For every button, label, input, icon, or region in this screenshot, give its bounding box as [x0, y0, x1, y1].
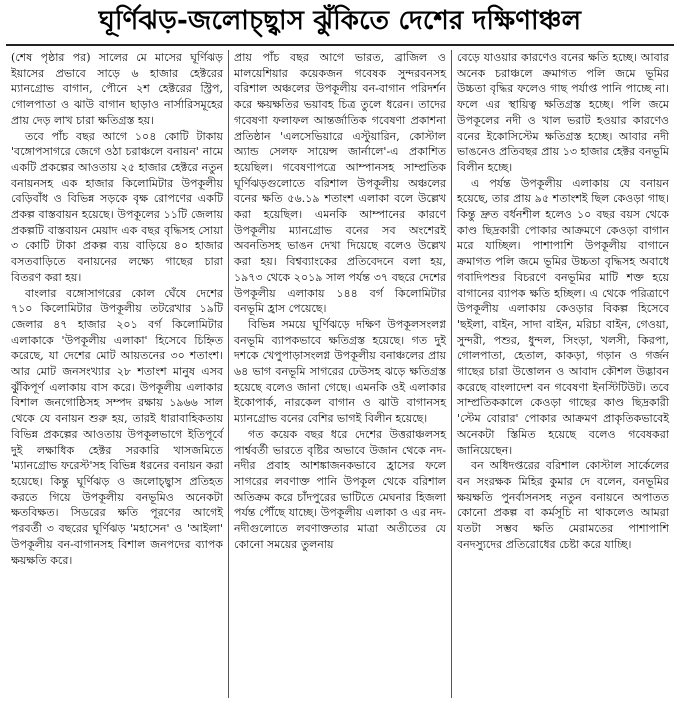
paragraph: বেড়ে যাওয়ার কারণেও বনের ক্ষতি হচ্ছে। আবার অনেক চরাঞ্চলে ক্রমাগত পলি জমে ভূমির উচ্চতা বৃদ্ধির ফলেও গাছ পর্যাপ্ত পানি পাচ্ছে না। ফলে এর স্থায়িত্ব ক্ষতিগ্রস্ত হচ্ছে। পলি জমে উপকূলের নদী ও খাল ভরাট হওয়ার কারণেও বনের ইকোসিস্টেম ক্ষতিগ্রস্ত হচ্ছে। আবার নদী ভাঙনেও প্রতিবছর প্রায় ১৩ হাজার হেক্টর বনভূমি বিলীন হচ্ছে। — [457, 51, 669, 174]
paragraph: (শেষ পৃষ্ঠার পর) সালের মে মাসের ঘূর্ণিঝড় ইয়াসের প্রভাবে সাড়ে ৬ হাজার হেক্টরের ম্যানগ্রোভ বাগান, পৌনে ২শ হেক্টরের স্ট্রিপ, গোলপাতা ও ঝাউ বাগান ছাড়াও নার্সারিসমূহের প্রায় দেড় লাখ চারা ক্ষতিগ্রস্ত হয়। — [11, 51, 223, 127]
paragraph: বিভিন্ন সময়ে ঘূর্ণিঝড়ে দক্ষিণ উপকূলসংলগ্ন বনভূমি ব্যাপকভাবে ক্ষতিগ্রস্ত হয়েছে। গত দুই দশকে খেপুপাড়াসংলগ্ন উপকূলীয় বনাঞ্চলের প্রায় ৬৪ ভাগ বনভূমি সাগরের ঢেউসহ ঝড়ে ক্ষতিগ্রস্ত হয়েছে বলেও জানা গেছে। এমনকি ওই এলাকার ইকোপার্ক, নারকেল বাগান ও ঝাউ বাগানসহ ম্যানগ্রোভ বনের বেশির ভাগই বিলীন হয়েছে। — [234, 317, 446, 426]
headline-divider — [6, 44, 674, 46]
paragraph: তবে পাঁচ বছর আগে ১০৪ কোটি টাকায় 'বঙ্গোপসাগরে জেগে ওঠা চরাঞ্চলে বনায়ন' নামে একটি প্রকল্পের আওতায় ২৫ হাজার হেক্টরে নতুন বনায়নসহ এক হাজার কিলোমিটার উপকূলীয় বেড়িবাঁধ ও বিভিন্ন সড়কে বৃক্ষ রোপণের একটি প্রকল্প বাস্তবায়ন হয়েছে। উপকূলের ১১টি জেলায় প্রকল্পটি বাস্তবায়ন মেয়াদ এক বছর বৃদ্ধিসহ সোয়া ৩ কোটি টাকা প্রকল্প ব্যয় বাড়িয়ে ৪০ হাজার বসতবাড়িতে বনায়নের লক্ষ্যে গাছের চারা বিতরণ করা হয়। — [11, 129, 223, 284]
article-body — [6, 50, 674, 698]
paragraph: বন অধিদপ্তরের বরিশাল কোস্টাল সার্কেলের বন সংরক্ষক মিহির কুমার দে বলেন, বনভূমির ক্ষয়ক্ষতি পুনর্বাসনসহ নতুন বনায়নে অপাতত কোনো প্রকল্প বা কর্মসূচি না থাকলেও আমরা যতটা সম্ভব ক্ষতি মেরামতের পাশাপাশি বনদস্যুদের প্রতিরোধের চেষ্টা করে যাচ্ছি। — [457, 459, 669, 551]
article-column-2 — [228, 50, 451, 698]
paragraph: প্রায় পাঁচ বছর আগে ভারত, ব্রাজিল ও মালয়েশিয়ার কয়েকজন গবেষক সুন্দরবনসহ বরিশাল অঞ্চলের উপকূলীয় বন-বাগান পরিদর্শন করে ক্ষয়ক্ষতির ভয়াবহ চিত্র তুলে ধরেন। তাদের গবেষণা ফলাফল আন্তর্জাতিক গবেষণা প্রকাশনা প্রতিষ্ঠান 'এলসেভিয়ারে এস্টুয়ারিন, কোস্টাল অ্যান্ড সেলফ সায়েন্স জার্নালে'-এ প্রকাশিত হয়েছিল। গবেষণাপত্রে আম্পানসহ সাম্প্রতিক ঘূর্ণিঝড়গুলোতে বরিশাল উপকূলীয় অঞ্চলের বনের ক্ষতি ৫৬.১৯ শতাংশ এলাকা বলে উল্লেখ করা হয়েছিল। এমনকি আম্পানের কারণে উপকূলীয় ম্যানগ্রোভ বনের সব অংশেরই অবনতিসহ ভাঙন দেখা দিয়েছে বলেও উল্লেখ করা হয়। বিশ্বব্যাংকের প্রতিবেদনে বলা হয়, ১৯৭৩ থেকে ২০১৯ সাল পর্যন্ত ৩৭ বছরে দেশের উপকূলীয় এলাকায় ১৪৪ বর্গ কিলোমিটার বনভূমি হ্রাস পেয়েছে। — [234, 51, 446, 316]
article-headline: ঘূর্ণিঝড়-জলোচ্ছ্বাস ঝুঁকিতে দেশের দক্ষিণাঞ্চল — [98, 6, 582, 36]
paragraph: বাংলার বঙ্গোসাগরের কোল ঘেঁষে দেশের ৭১০ কিলোমিটার উপকূলীয় তটরেখার ১৯টি জেলার ৪৭ হাজার ২০১ বর্গ কিলোমিটার এলাকাকে 'উপকূলীয় এলাকা' হিসেবে চিহ্নিত করেছে, যা দেশের মোট আয়তনের ৩০ শতাংশ। আর মোট জনসংখ্যার ২৮ শতাংশ মানুষ এসব ঝুঁকিপূর্ণ এলাকায় বাস করে। উপকূলীয় এলাকার বিশাল জনগোষ্ঠিসহ সম্পদ রক্ষায় ১৯৬৬ সাল থেকে যে বনায়ন শুরু হয়, তারই ধারাবাহিকতায় বিভিন্ন প্রকল্পের আওতায় উপকূলভাগে ইতিপূর্বে দুই লক্ষাধিক হেক্টর সরকারি খাসজমিতে 'ম্যানগ্রোভ ফরেস্ট'সহ বিভিন্ন ধরনের বনায়ন করা হয়েছে। কিন্তু ঘূর্ণিঝড় ও জলোচ্ছ্বাস প্রতিহত করতে গিয়ে উপকূলীয় বনভূমিও অনেকটা ক্ষতবিক্ষত। সিডরের ক্ষতি পূরণের আগেই পরবর্তী ৩ বছরের ঘূর্ণিঝড় 'মহাসেন' ও 'আইলা' উপকূলীয় বন-বাগানসহ বিশাল জনপদের ব্যাপক ক্ষয়ক্ষতি করে। — [11, 286, 223, 567]
article-column-3 — [451, 50, 674, 698]
paragraph: গত কয়েক বছর ধরে দেশের উত্তরাঞ্চলসহ পার্শ্ববর্তী ভারতে বৃষ্টির অভাবে উজান থেকে নদ-নদীর প্রবাহ আশঙ্কাজনকভাবে হ্রাসের ফলে সাগরের লবণাক্ত পানি উপকূল থেকে বরিশাল অতিক্রম করে চাঁদপুরের ভাটিতে মেঘনার হিজলা পর্যন্ত পৌঁছে যাচ্ছে। উপকূলীয় এলাকা ও এর নদ-নদীগুলোতে লবণাক্ততার মাত্রা অতীতের যে কোনো সময়ের তুলনায় — [234, 427, 446, 551]
article-column-1 — [6, 50, 228, 698]
paragraph: এ পর্যন্ত উপকূলীয় এলাকায় যে বনায়ন হয়েছে, তার প্রায় ৯৫ শতাংশই ছিল কেওড়া গাছ। কিন্তু দ্রুত বর্ধনশীল হলেও ১০ বছর বয়স থেকে কাণ্ড ছিদ্রকারী পোকার আক্রমণে কেওড়া বাগান মরে যাচ্ছিল। পাশাপাশি উপকূলীয় বাগানে ক্রমাগত পলি জমে ভূমির উচ্চতা বৃদ্ধিসহ অবাধে গবাদিপশুর বিচরণে বনভূমির মাটি শক্ত হয়ে বাগানের ব্যাপক ক্ষতি হচ্ছিল। এ থেকে পরিত্রাণে উপকূলীয় এলাকায় কেওড়ার বিকল্প হিসেবে 'ছইলা, বাইন, সাদা বাইন, মরিচা বাইন, গেওয়া, সুন্দরী, পশুর, ধুন্দল, সিংড়া, খলসী, কিরপা, গোলপাতা, হেতাল, কাকড়া, গড়ান ও গর্জন গাছের চারা উত্তোলন ও আবাদ কৌশল উদ্ভাবন করেছে বাংলাদেশ বন গবেষণা ইনস্টিটিউট। তবে সাম্প্রতিককালে কেওড়া গাছের কাণ্ড ছিদ্রকারী 'স্টেম বোরার' পোকার আক্রমণ প্রাকৃতিকভাবেই অনেকটা স্তিমিত হয়েছে বলেও গবেষকরা জানিয়েছেন। — [457, 176, 669, 457]
